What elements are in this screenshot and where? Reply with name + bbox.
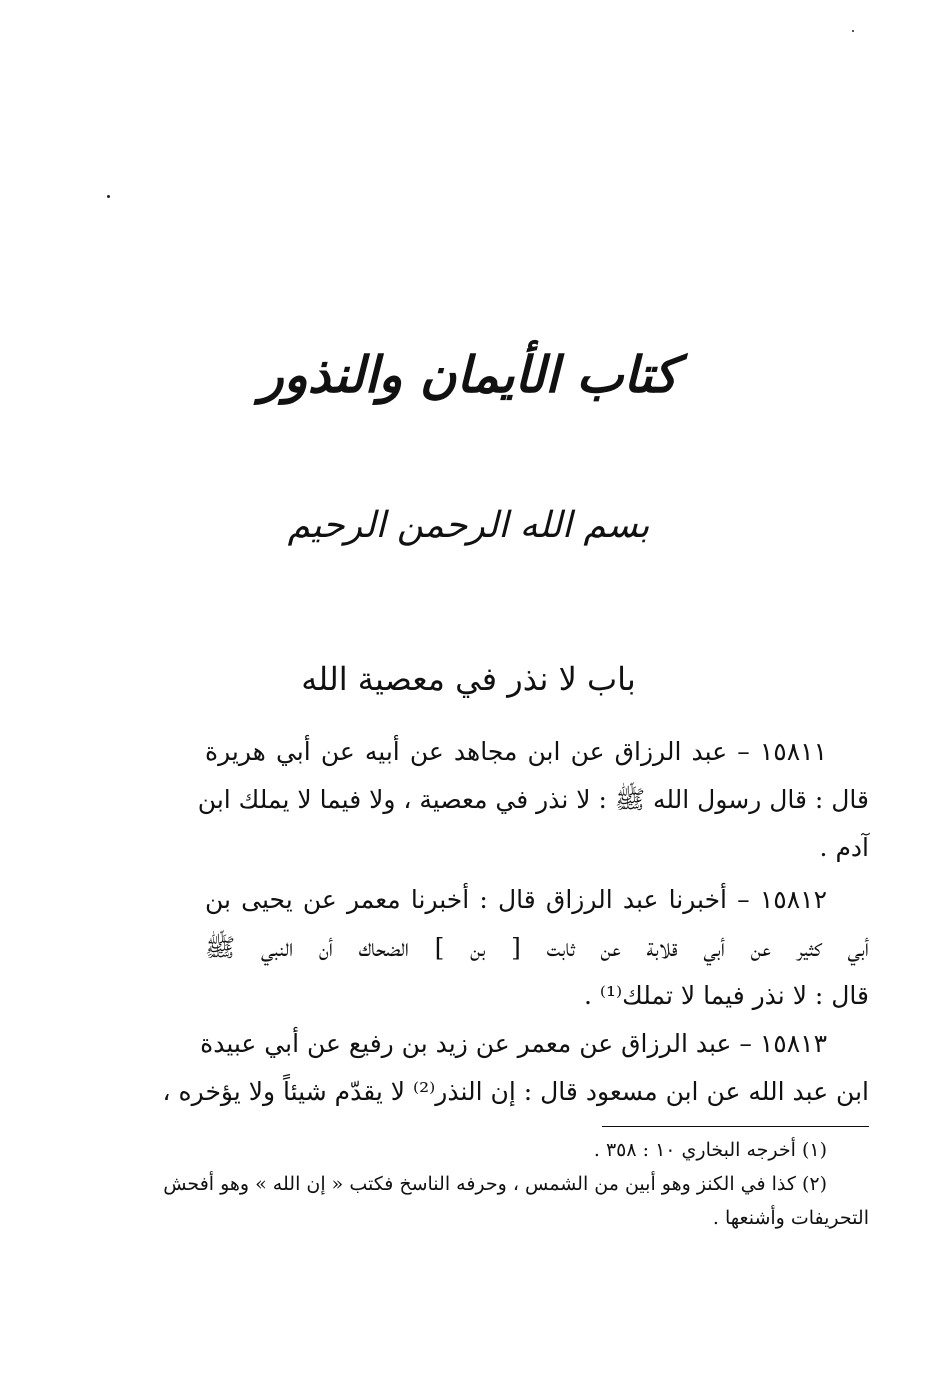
text-line: قال : قال رسول الله ﷺ : لا نذر في معصية ، ولا فيما لا يملك ابن (197, 785, 869, 814)
hadith-15812 (205, 876, 869, 1020)
footnote-divider (602, 1126, 869, 1127)
scan-speck (852, 30, 854, 32)
scan-speck (107, 195, 110, 198)
text-line: ١٥٨١١ – عبد الرزاق عن ابن مجاهد عن أبيه عن أبي هريرة (205, 737, 827, 766)
text-line: ١٥٨١٢ – أخبرنا عبد الرزاق قال : أخبرنا معمر عن يحيى بن (205, 885, 827, 914)
chapter-title: باب لا نذر في معصية الله (301, 660, 636, 698)
text-line: أبي كثير عن أبي قلابة عن ثابت [ بن ] الضحاك أن النبي ﷺ (205, 933, 869, 962)
footnote-line: (١) أخرجه البخاري ١٠ : ٣٥٨ . (593, 1139, 827, 1161)
text-line: آدم . (819, 833, 869, 862)
book-title: كتاب الأيمان والنذور (259, 345, 678, 404)
basmala: بسم الله الرحمن الرحيم (287, 505, 650, 546)
text-line: ١٥٨١٣ – عبد الرزاق عن معمر عن زيد بن رفيع عن أبي عبيدة (200, 1029, 827, 1058)
hadith-15813 (162, 1020, 869, 1116)
text-line: ابن عبد الله عن ابن مسعود قال : إن النذر⁽²⁾ لا يقدّم شيئاً ولا يؤخره ، (162, 1077, 869, 1106)
hadith-15811 (197, 728, 869, 872)
footnotes (163, 1133, 869, 1235)
footnote-line: التحريفات وأشنعها . (712, 1207, 869, 1229)
footnote-line: (٢) كذا في الكنز وهو أبين من الشمس ، وحرفه الناسخ فكتب « إن الله » وهو أفحش (163, 1173, 827, 1195)
text-line: قال : لا نذر فيما لا تملك⁽¹⁾ . (583, 981, 869, 1010)
